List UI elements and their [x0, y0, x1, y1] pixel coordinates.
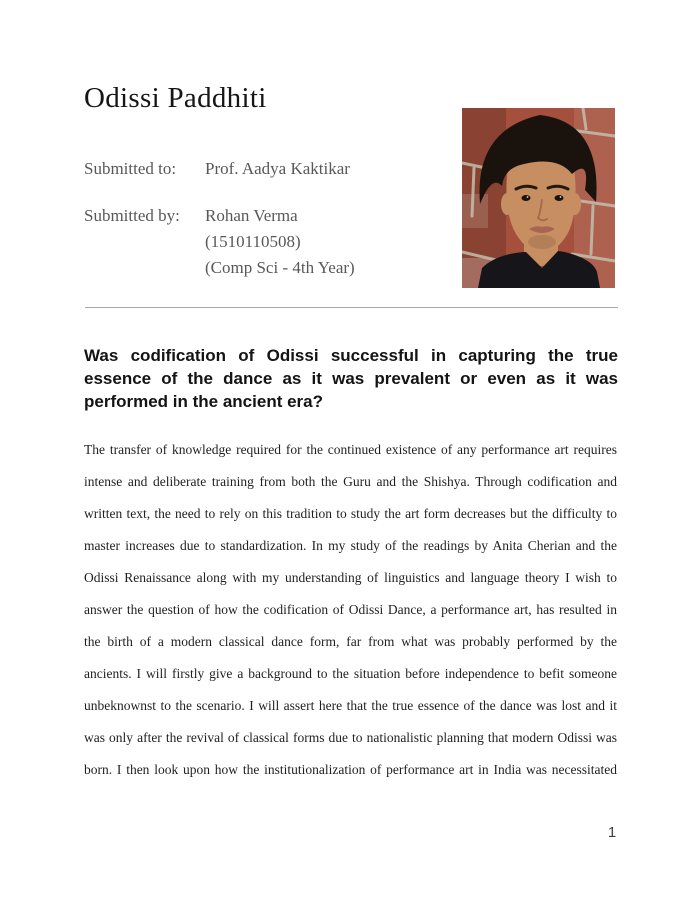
- text-line: written text, the need to rely on this tradition to study the art form decreases but the difficulty to: [84, 506, 617, 521]
- submitted-by-row: [84, 203, 355, 281]
- submitted-to-value: Prof. Aadya Kaktikar: [205, 159, 350, 178]
- submission-block: [84, 156, 355, 281]
- text-line: performed in the ancient era?: [84, 392, 323, 411]
- text-line: master increases due to standardization. In my study of the readings by Anita Cherian and the: [84, 538, 617, 553]
- submitted-by-values: [205, 203, 355, 281]
- text-line: essence of the dance as it was prevalent or even as it was: [84, 369, 618, 388]
- section-divider: [85, 307, 618, 308]
- body-paragraph: [84, 434, 617, 786]
- text-line: unbeknownst to the scenario. I will assert here that the true essence of the dance was lost and it: [84, 698, 617, 713]
- submitted-to-label: Submitted to:: [84, 159, 177, 178]
- text-line: intense and deliberate training from both the Guru and the Shishya. Through codification and: [84, 474, 617, 489]
- portrait-photo-illustration: [462, 108, 615, 288]
- author-name: Rohan Verma: [205, 206, 298, 225]
- portrait-photo: [462, 108, 615, 288]
- text-line: Odissi Renaissance along with my understanding of linguistics and language theory I wish to: [84, 570, 617, 585]
- text-line: born. I then look upon how the institutionalization of performance art in India was necessitated: [84, 762, 617, 777]
- text-line: The transfer of knowledge required for the continued existence of any performance art requires: [84, 442, 617, 457]
- page-number: 1: [607, 824, 617, 841]
- text-line: the birth of a modern classical dance form, far from what was probably performed by the: [84, 634, 617, 649]
- submitted-by-label: Submitted by:: [84, 206, 180, 225]
- left-eye: [522, 195, 531, 201]
- author-program: (Comp Sci - 4th Year): [205, 258, 355, 277]
- question-heading: [84, 344, 618, 413]
- submitted-to-row: [84, 156, 355, 182]
- text-line: was only after the revival of classical forms due to nationalistic planning that modern Odissi was: [84, 730, 617, 745]
- page-title: Odissi Paddhiti: [84, 82, 267, 114]
- author-roll-number: (1510110508): [205, 232, 301, 251]
- right-eye: [555, 195, 564, 201]
- text-line: ancients. I will firstly give a background to the situation before independence to befit someone: [84, 666, 617, 681]
- text-line: Was codification of Odissi successful in capturing the true: [84, 346, 618, 365]
- text-line: answer the question of how the codification of Odissi Dance, a performance art, has resulted in: [84, 602, 617, 617]
